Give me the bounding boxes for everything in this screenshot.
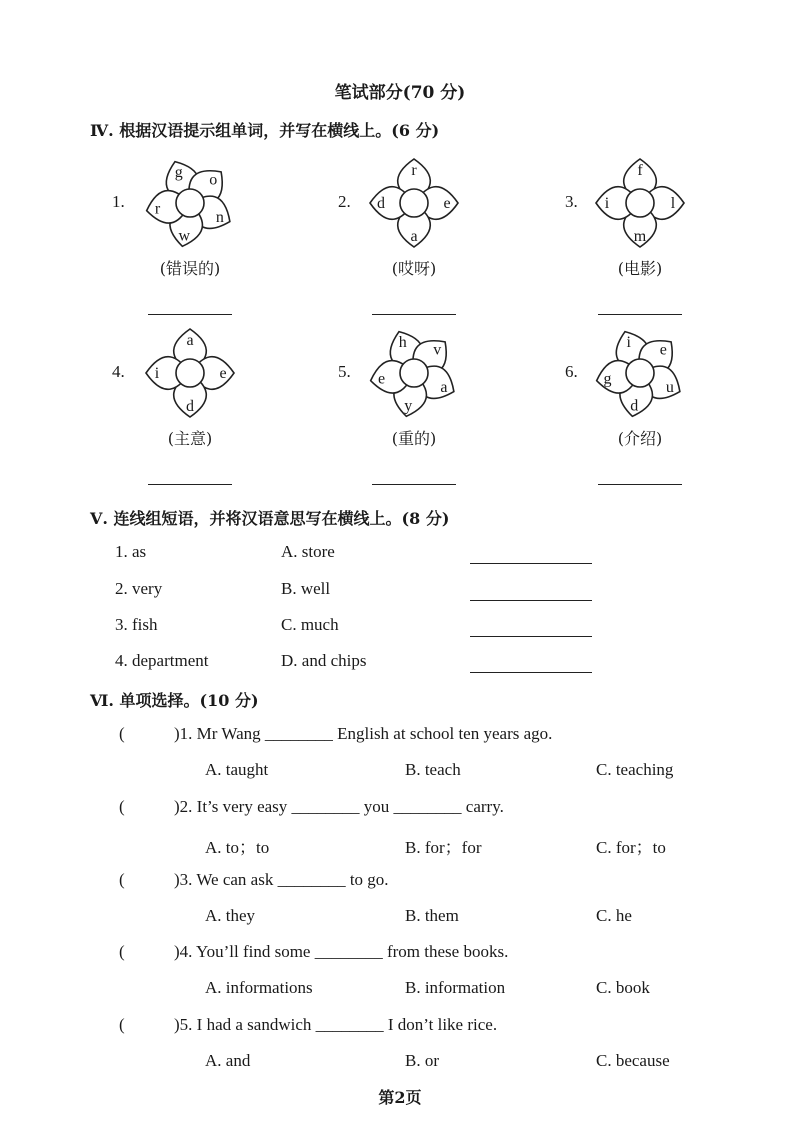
flower-center [400,359,428,387]
flower-center [176,359,204,387]
option-text: A. they [205,906,256,925]
letter-flower [359,153,469,253]
flower-letter: d [377,195,385,212]
match-right-item: D. and chips [281,651,367,670]
flower-letter: d [630,397,639,415]
flower-letter: a [440,378,448,396]
flower-letter: d [186,398,194,415]
letter-flower [135,153,245,253]
option-text: B. information [405,978,506,997]
question-number: 4. [112,362,125,381]
flower-letter: m [633,228,647,245]
match-left-item: 1. as [115,542,147,561]
section-5-heading: Ⅴ. 连线组短语，并将汉语意思写在横线上。(8 分) [90,509,450,528]
answer-line[interactable] [470,672,592,673]
section-6-heading: Ⅵ. 单项选择。(10 分) [90,691,259,710]
match-right-item: C. much [281,615,339,634]
answer-line[interactable] [598,314,682,315]
option-text: C. because [596,1051,670,1070]
flower-letter: h [398,334,407,351]
flower-letter: e [443,195,451,212]
question-text: )4. You’ll find some ________ from these books. [174,942,509,961]
option-text: B. or [405,1051,439,1070]
answer-bracket[interactable]: ( [119,797,125,816]
option-text: C. teaching [596,760,674,779]
flower-letter: i [626,334,631,351]
flower-letter: o [209,171,218,189]
flower-letter: y [404,397,413,415]
option-text: A. to；to [205,838,270,857]
answer-line[interactable] [470,563,592,564]
flower-letter: e [659,341,667,359]
flower-center [626,189,654,217]
page-title: 笔试部分(70 分) [334,83,466,103]
option-text: A. and [205,1051,251,1070]
flower-letter: n [215,208,224,226]
question-text: )5. I had a sandwich ________ I don’t like rice. [174,1015,498,1034]
flower-letter: f [637,162,643,179]
flower-letter: e [219,365,227,382]
option-text: C. he [596,906,632,925]
flower-letter: w [178,227,191,245]
chinese-hint: (主意) [167,429,213,448]
chinese-hint: (重的) [391,429,437,448]
letter-flower [135,323,245,423]
chinese-hint: (错误的) [159,259,221,278]
letter-flower [585,323,695,423]
flower-letter: r [154,200,161,218]
flower-letter: i [604,195,610,212]
match-right-item: B. well [281,579,331,598]
flower-letter: l [670,195,676,212]
flower-letter: a [186,332,194,349]
letter-flower [359,323,469,423]
question-number: 2. [338,192,351,211]
page-number: 第2页 [378,1088,422,1107]
option-text: C. book [596,978,650,997]
answer-line[interactable] [470,600,592,601]
option-text: B. for；for [405,838,482,857]
question-text: )2. It’s very easy ________ you ________ carry. [174,797,504,816]
answer-line[interactable] [372,484,456,485]
option-text: B. teach [405,760,461,779]
option-text: A. taught [205,760,269,779]
answer-bracket[interactable]: ( [119,724,125,743]
answer-line[interactable] [470,636,592,637]
chinese-hint: (电影) [617,259,663,278]
question-text: )1. Mr Wang ________ English at school ten years ago. [174,724,553,743]
flower-letter: a [410,228,418,245]
flower-letter: r [411,162,417,179]
match-left-item: 4. department [115,651,209,670]
flower-center [176,189,204,217]
question-number: 1. [112,192,125,211]
flower-center [400,189,428,217]
question-number: 5. [338,362,351,381]
answer-bracket[interactable]: ( [119,942,125,961]
flower-letter: e [377,370,386,388]
answer-bracket[interactable]: ( [119,1015,125,1034]
question-text: )3. We can ask ________ to go. [174,870,389,889]
match-left-item: 3. fish [115,615,158,634]
answer-line[interactable] [598,484,682,485]
option-text: A. informations [205,978,313,997]
flower-letter: g [603,370,612,388]
question-number: 6. [565,362,578,381]
chinese-hint: (介绍) [617,429,663,448]
flower-letter: i [154,365,160,382]
flower-letter: v [433,341,442,359]
chinese-hint: (哎呀) [391,259,437,278]
flower-center [626,359,654,387]
option-text: C. for；to [596,838,666,857]
answer-line[interactable] [148,484,232,485]
flower-letter: u [665,378,674,396]
option-text: B. them [405,906,459,925]
match-right-item: A. store [281,542,335,561]
answer-line[interactable] [372,314,456,315]
match-left-item: 2. very [115,579,163,598]
question-number: 3. [565,192,578,211]
flower-letter: g [174,164,183,181]
section-4-heading: Ⅳ. 根据汉语提示组单词，并写在横线上。(6 分) [90,121,440,140]
answer-bracket[interactable]: ( [119,870,125,889]
answer-line[interactable] [148,314,232,315]
letter-flower [585,153,695,253]
